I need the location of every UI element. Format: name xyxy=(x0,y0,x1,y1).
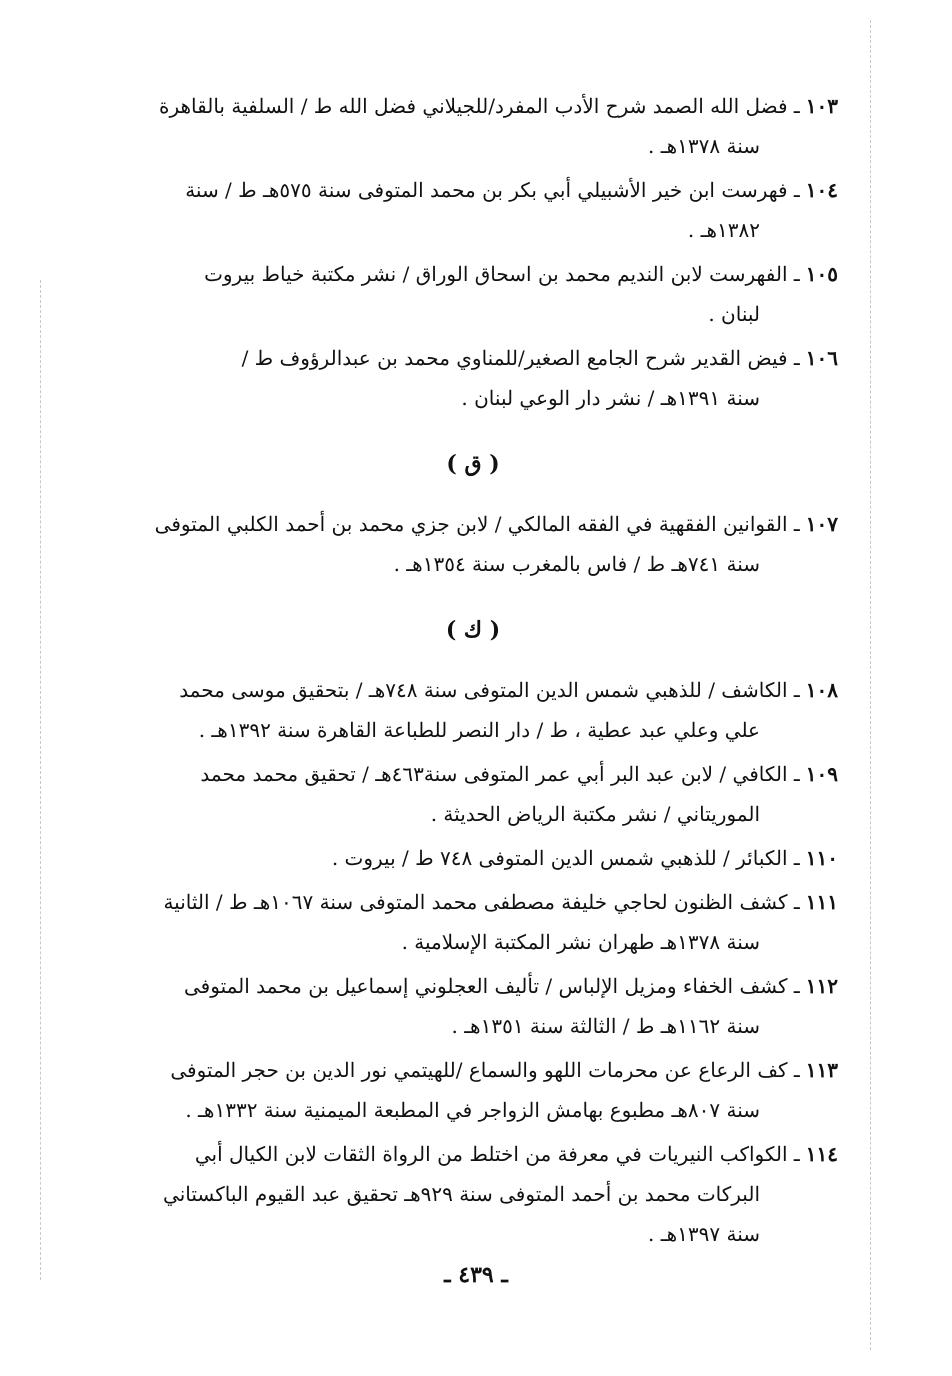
entry-continuation: ١٣٨٢هـ . xyxy=(687,218,760,242)
entry-dash: ـ xyxy=(793,846,800,870)
entry-dash: ـ xyxy=(793,94,800,118)
bibliography-entry xyxy=(108,1050,838,1130)
entry-continuation: سنة ١١٦٢هـ ط / الثالثة سنة ١٣٥١هـ . xyxy=(451,1014,760,1038)
entry-text: الكاشف / للذهبي شمس الدين المتوفى سنة ٧٤٨هـ / بتحقيق موسى محمد xyxy=(179,678,788,702)
entry-number: ١٠٩ xyxy=(805,762,838,786)
bibliography-entry xyxy=(108,504,838,584)
entry-continuation: سنة ١٣٩٧هـ . xyxy=(648,1222,760,1246)
entry-number: ١١٠ xyxy=(805,846,838,870)
entry-text: كشف الخفاء ومزيل الإلباس / تأليف العجلوني إسماعيل بن محمد المتوفى xyxy=(184,974,788,998)
entry-dash: ـ xyxy=(793,678,800,702)
bibliography-entry xyxy=(108,254,838,334)
bibliography-entry xyxy=(108,1134,838,1254)
left-margin-rule xyxy=(40,280,41,1280)
page-number: ـ ٤٣٩ ـ xyxy=(444,1262,508,1288)
entry-continuation: علي وعلي عبد عطية ، ط / دار النصر للطباعة القاهرة سنة ١٣٩٢هـ . xyxy=(198,718,760,742)
bibliography-entry xyxy=(108,338,838,418)
entry-text: الكواكب النيريات في معرفة من اختلط من الرواة الثقات لابن الكيال أبي xyxy=(194,1142,788,1166)
bibliography-entry xyxy=(108,754,838,834)
entry-continuation: سنة ٨٠٧هـ مطبوع بهامش الزواجر في المطبعة الميمنية سنة ١٣٣٢هـ . xyxy=(185,1098,760,1122)
entry-text: فيض القدير شرح الجامع الصغير/للمناوي محمد بن عبدالرؤوف ط / xyxy=(241,346,788,370)
bibliography-entry xyxy=(108,86,838,166)
bibliography-entry xyxy=(108,966,838,1046)
section-heading-qaf: ( ق ) xyxy=(446,451,500,477)
entry-dash: ـ xyxy=(793,1142,800,1166)
entry-number: ١٠٨ xyxy=(805,678,838,702)
entry-dash: ـ xyxy=(793,346,800,370)
entry-continuation: سنة ٧٤١هـ ط / فاس بالمغرب سنة ١٣٥٤هـ . xyxy=(393,552,760,576)
entry-continuation: الموريتاني / نشر مكتبة الرياض الحديثة . xyxy=(430,802,760,826)
entry-dash: ـ xyxy=(793,890,800,914)
entry-number: ١١١ xyxy=(805,890,838,914)
entry-continuation: سنة ١٣٧٨هـ طهران نشر المكتبة الإسلامية . xyxy=(401,930,760,954)
entry-text: فهرست ابن خير الأشبيلي أبي بكر بن محمد المتوفى سنة ٥٧٥هـ ط / سنة xyxy=(185,178,788,202)
entry-dash: ـ xyxy=(793,262,800,286)
section-heading-kaf: ( ك ) xyxy=(445,617,501,643)
entry-number: ١١٢ xyxy=(805,974,838,998)
entry-text: كشف الظنون لحاجي خليفة مصطفى محمد المتوفى سنة ١٠٦٧هـ ط / الثانية xyxy=(163,890,788,914)
entry-continuation: البركات محمد بن أحمد المتوفى سنة ٩٢٩هـ تحقيق عبد القيوم الباكستاني xyxy=(163,1182,760,1206)
entry-dash: ـ xyxy=(793,512,800,536)
entry-text: كف الرعاع عن محرمات اللهو والسماع /للهيتمي نور الدين بن حجر المتوفى xyxy=(170,1058,788,1082)
entry-dash: ـ xyxy=(793,178,800,202)
entry-text: الكافي / لابن عبد البر أبي عمر المتوفى سنة٤٦٣هـ / تحقيق محمد محمد xyxy=(200,762,788,786)
entry-continuation: سنة ١٣٧٨هـ . xyxy=(648,134,760,158)
entry-text: الكبائر / للذهبي شمس الدين المتوفى ٧٤٨ ط / بيروت . xyxy=(331,846,788,870)
entry-continuation: سنة ١٣٩١هـ / نشر دار الوعي لبنان . xyxy=(461,386,760,410)
bibliography-entry xyxy=(108,670,838,750)
right-margin-rule xyxy=(870,20,871,1350)
entry-dash: ـ xyxy=(793,974,800,998)
entry-dash: ـ xyxy=(793,1058,800,1082)
entry-dash: ـ xyxy=(793,762,800,786)
bibliography-entry xyxy=(108,882,838,962)
entry-continuation: لبنان . xyxy=(708,302,760,326)
entry-number: ١٠٥ xyxy=(805,262,838,286)
entry-number: ١١٤ xyxy=(805,1142,838,1166)
entry-text: الفهرست لابن النديم محمد بن اسحاق الوراق / نشر مكتبة خياط بيروت xyxy=(204,262,788,286)
bibliography-entry xyxy=(108,838,838,878)
entry-number: ١١٣ xyxy=(805,1058,838,1082)
entry-text: القوانين الفقهية في الفقه المالكي / لابن جزي محمد بن أحمد الكلبي المتوفى xyxy=(154,512,788,536)
entry-number: ١٠٦ xyxy=(805,346,838,370)
entry-number: ١٠٣ xyxy=(805,94,838,118)
entry-number: ١٠٧ xyxy=(805,512,838,536)
entry-text: فضل الله الصمد شرح الأدب المفرد/للجيلاني فضل الله ط / السلفية بالقاهرة xyxy=(158,94,788,118)
entry-number: ١٠٤ xyxy=(805,178,838,202)
bibliography-entry xyxy=(108,170,838,250)
bibliography-list xyxy=(108,86,838,1258)
